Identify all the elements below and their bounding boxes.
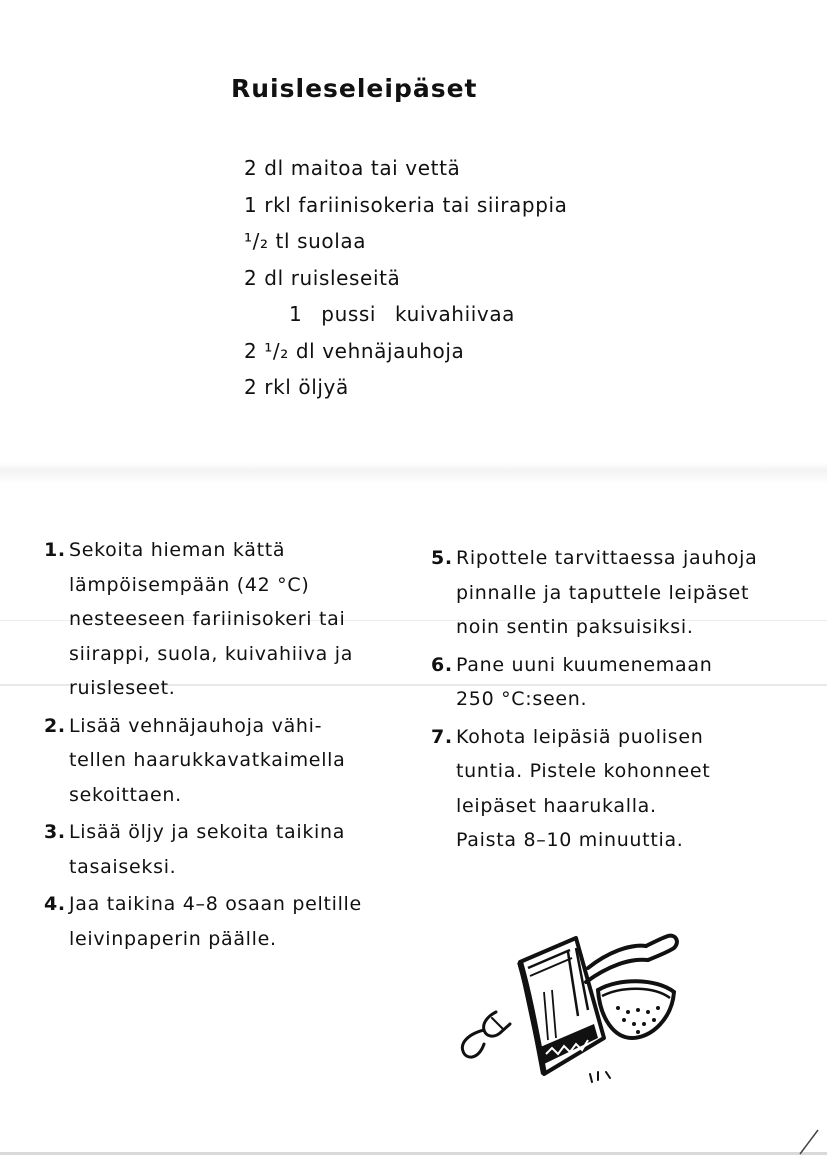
page-corner-icon: [790, 1128, 820, 1158]
step-item: [431, 648, 811, 717]
step-item: [431, 720, 811, 858]
ingredient-item: 2 ¹/₂ dl vehnäjauhoja: [244, 338, 465, 363]
step-number: 1.: [44, 539, 66, 561]
step-number: 2.: [44, 714, 66, 737]
ingredient-item: 2 rkl öljyä: [244, 375, 349, 399]
ingredient-item: ¹/₂ tl suolaa: [244, 229, 367, 253]
scan-artifact: [0, 462, 827, 484]
baking-utensils-icon: [448, 920, 680, 1095]
step-text: Pane uuni kuumenemaan 250 °C:seen.: [456, 653, 713, 710]
step-item: [431, 541, 811, 645]
ingredient-list: [244, 150, 568, 406]
step-list-right: [431, 541, 811, 861]
step-list-left: [44, 533, 404, 959]
step-item: [44, 533, 404, 706]
step-text: Sekoita hieman kättä lämpöisempään (42 °C) nesteeseen fariinisokeri tai siirappi, suola, kuivahiiva ja ruisleseet.: [69, 539, 354, 699]
step-item: [44, 887, 404, 956]
step-number: 7.: [431, 725, 453, 748]
ingredient-item: 1 pussi kuivahiivaa: [289, 302, 516, 326]
step-number: 5.: [431, 547, 453, 569]
step-number: 6.: [431, 653, 453, 676]
step-item: [44, 815, 404, 884]
step-number: 3.: [44, 821, 66, 843]
step-text: Jaa taikina 4–8 osaan peltille leivinpaperin päälle.: [69, 893, 362, 950]
ingredient-item: 2 dl ruisleseitä: [244, 265, 401, 290]
step-text: Lisää vehnäjauhoja vähi- tellen haarukkavatkaimella sekoittaen.: [69, 714, 346, 806]
recipe-title: Ruisleseleipäset: [231, 74, 478, 103]
step-number: 4.: [44, 893, 66, 915]
step-text: Kohota leipäsiä puolisen tuntia. Pistele kohonneet leipäset haarukalla. Paista 8–10 minuuttia.: [456, 725, 711, 851]
scan-artifact: [0, 1152, 827, 1155]
ingredient-item: 1 rkl fariinisokeria tai siirappia: [244, 192, 568, 217]
step-text: Ripottele tarvittaessa jauhoja pinnalle ja taputtele leipäset noin sentin paksuisiksi.: [456, 547, 758, 638]
ingredient-item: 2 dl maitoa tai vettä: [244, 156, 461, 180]
step-text: Lisää öljy ja sekoita taikina tasaiseksi.: [69, 821, 346, 878]
step-item: [44, 709, 404, 813]
